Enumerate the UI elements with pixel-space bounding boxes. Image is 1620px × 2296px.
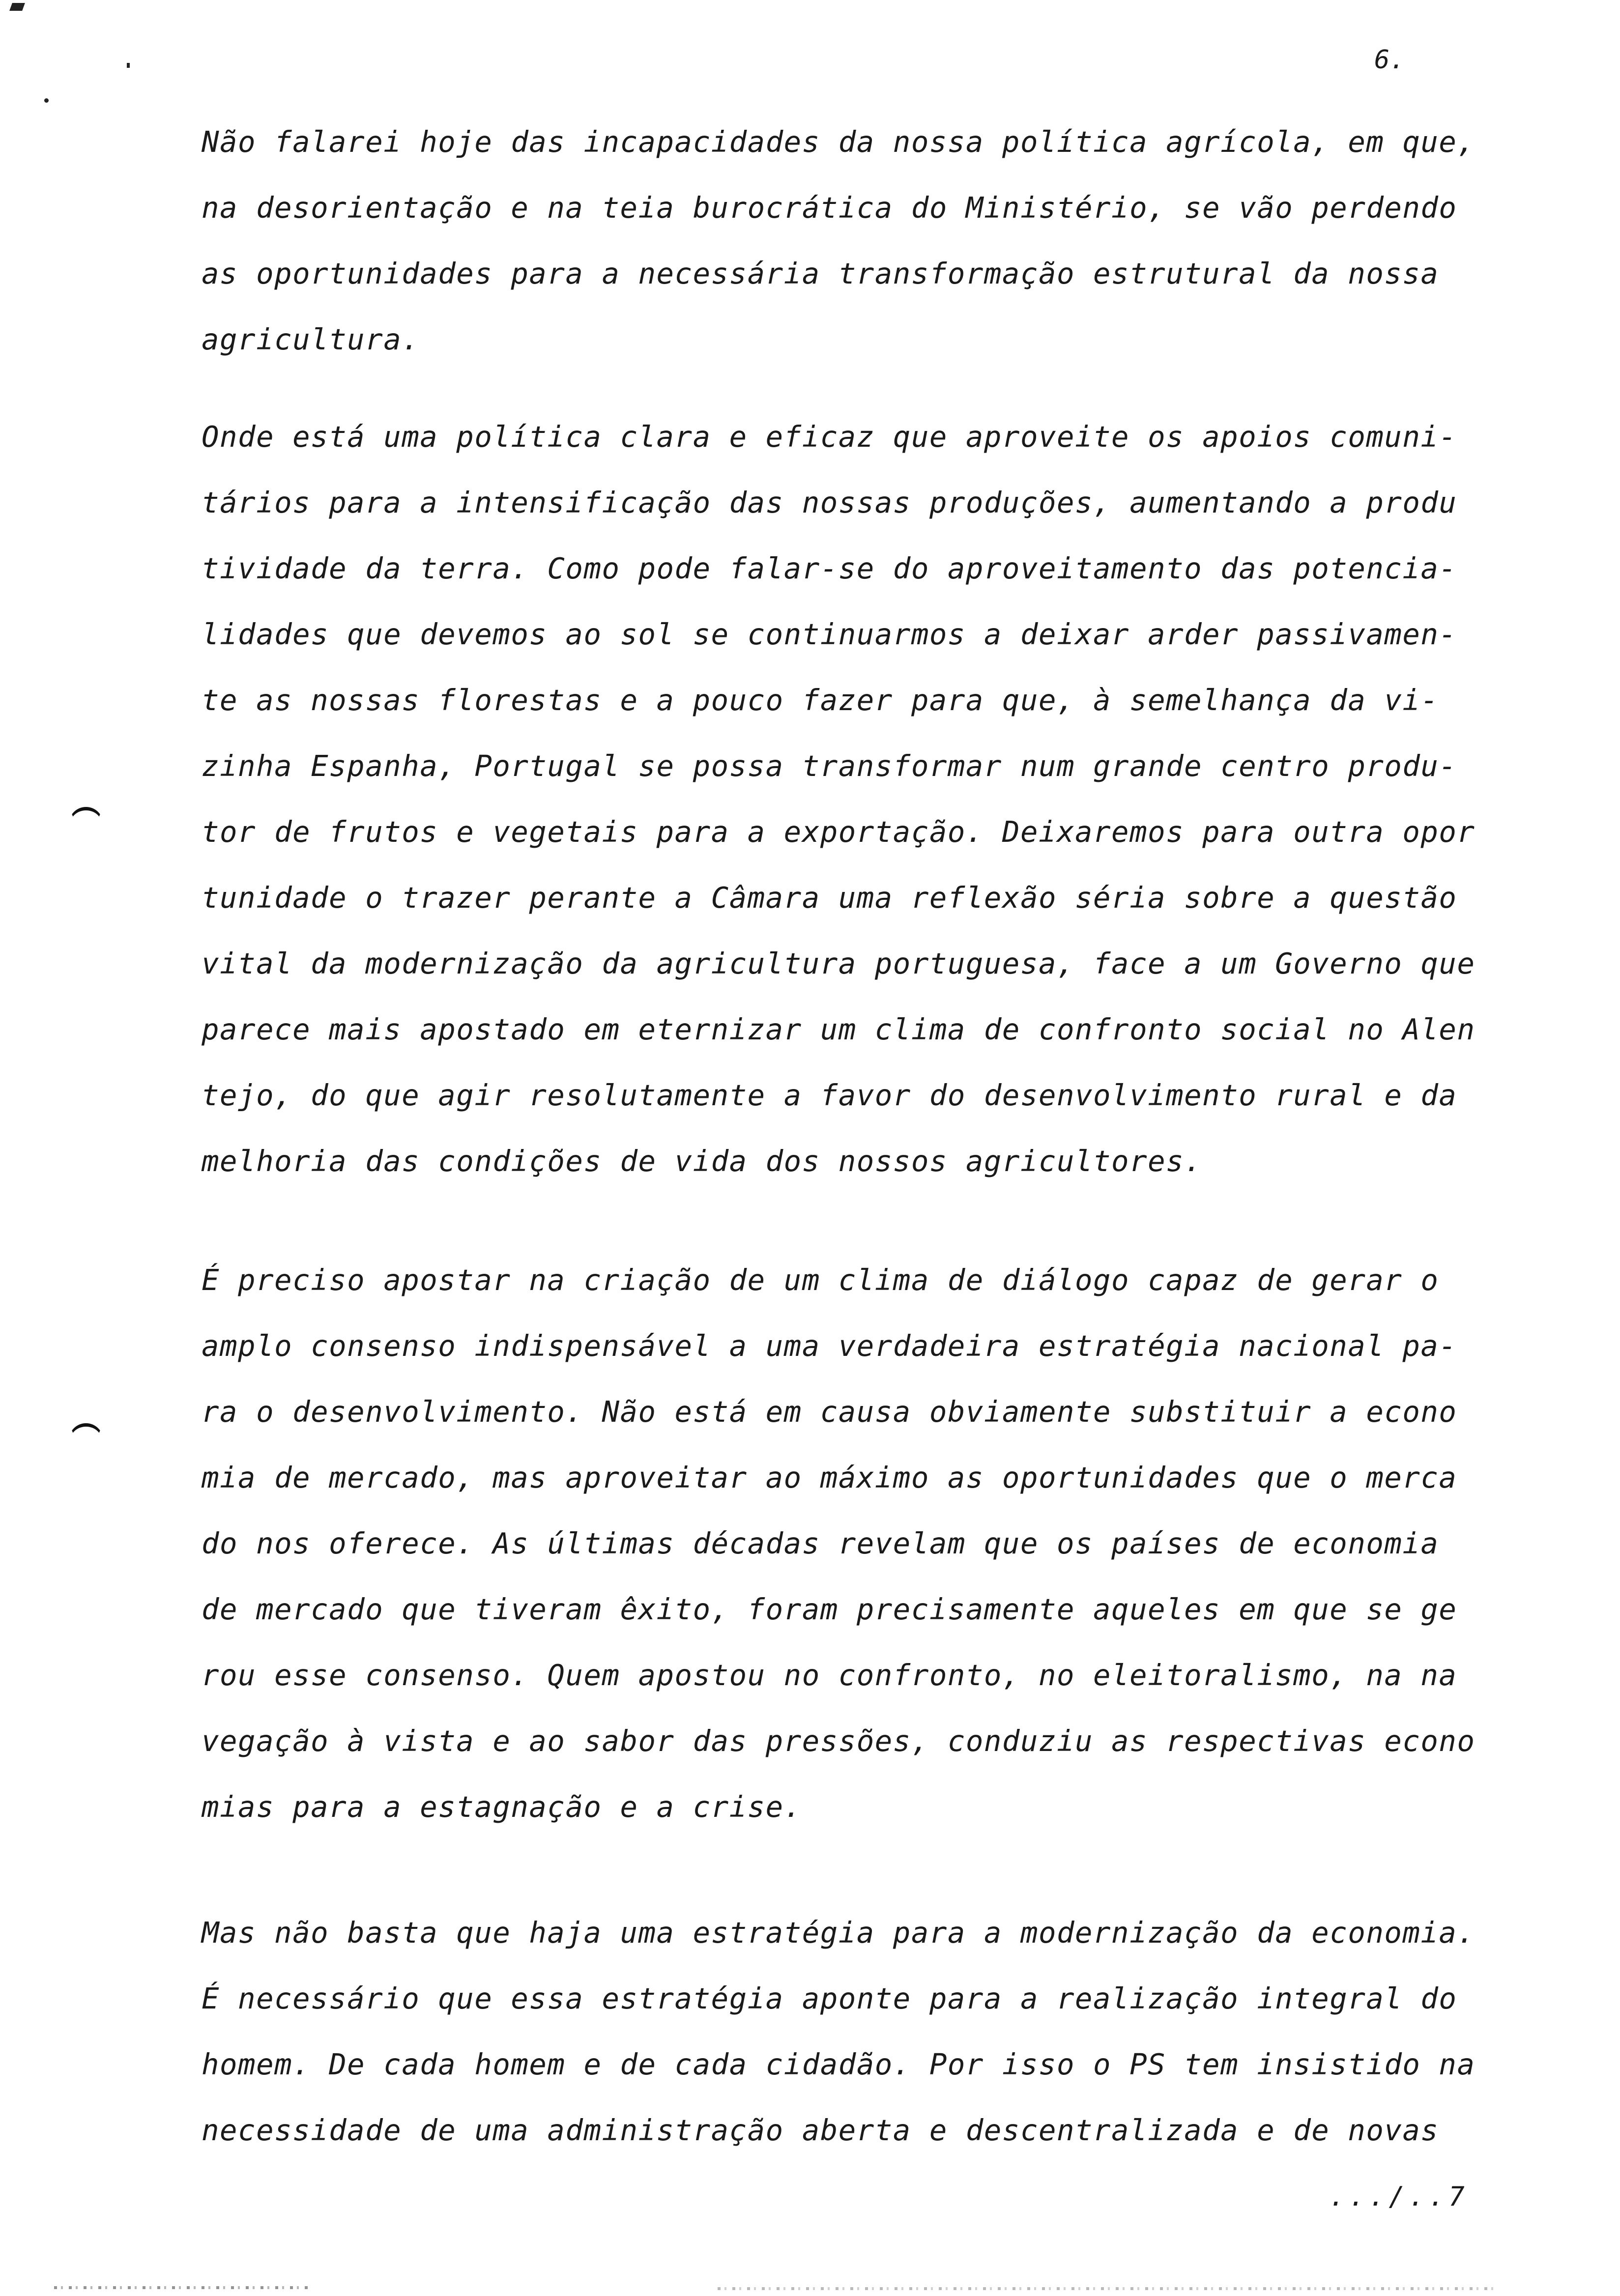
text-line: homem. De cada homem e de cada cidadão. Por isso o PS tem insistido na	[202, 2047, 1475, 2081]
text-line: parece mais apostado em eternizar um clima de confronto social no Alen	[202, 1012, 1475, 1046]
text-line: vegação à vista e ao sabor das pressões, conduziu as respectivas econo	[202, 1724, 1475, 1758]
paragraph-modernization-strategy	[202, 1900, 1588, 2163]
text-line: tejo, do que agir resolutamente a favor do desenvolvimento rural e da	[202, 1078, 1457, 1112]
text-line: vital da modernização da agricultura portuguesa, face a um Governo que	[202, 947, 1475, 980]
punch-hole-arc-lower	[69, 1423, 103, 1458]
text-line: tividade da terra. Como pode falar-se do aproveitamento das potencia-	[202, 551, 1457, 585]
continuation-marker: .../..7	[1329, 2181, 1469, 2212]
text-line: É necessário que essa estratégia aponte para a realização integral do	[202, 1981, 1457, 2015]
text-line: tunidade o trazer perante a Câmara uma reflexão séria sobre a questão	[202, 881, 1457, 915]
text-line: É preciso apostar na criação de um clima de diálogo capaz de gerar o	[202, 1263, 1439, 1297]
text-line: mia de mercado, mas aproveitar ao máximo as oportunidades que o merca	[202, 1461, 1457, 1494]
page-number: 6.	[1374, 45, 1405, 75]
scan-dot	[44, 98, 49, 103]
text-line: necessidade de uma administração aberta e descentralizada e de novas	[202, 2113, 1439, 2147]
text-line: Não falarei hoje das incapacidades da nossa política agrícola, em que,	[202, 125, 1475, 159]
scan-noise-bottom-right	[718, 2287, 1494, 2290]
text-line: amplo consenso indispensável a uma verdadeira estratégia nacional pa-	[202, 1329, 1457, 1363]
text-line: ra o desenvolvimento. Não está em causa obviamente substituir a econo	[202, 1395, 1457, 1429]
scan-noise-bottom-left	[54, 2286, 310, 2289]
text-line: do nos oferece. As últimas décadas revelam que os países de economia	[202, 1526, 1439, 1560]
paragraph-dialogue-consensus	[202, 1247, 1588, 1840]
paragraph-clear-policy	[202, 404, 1588, 1194]
text-line: na desorientação e na teia burocrática do Ministério, se vão perdendo	[202, 191, 1457, 225]
text-line: te as nossas florestas e a pouco fazer para que, à semelhança da vi-	[202, 683, 1439, 717]
scan-mark-top-left	[9, 3, 25, 11]
text-line: tor de frutos e vegetais para a exportação. Deixaremos para outra opor	[202, 815, 1475, 849]
text-line: as oportunidades para a necessária transformação estrutural da nossa	[202, 257, 1439, 290]
text-line: Onde está uma política clara e eficaz que aproveite os apoios comuni-	[202, 420, 1457, 454]
text-line: tários para a intensificação das nossas produções, aumentando a produ	[202, 486, 1457, 519]
text-line: melhoria das condições de vida dos nossos agricultores.	[202, 1144, 1203, 1178]
paragraph-agricultural-policy	[202, 109, 1588, 373]
text-line: Mas não basta que haja uma estratégia para a modernização da economia.	[202, 1916, 1475, 1950]
text-line: rou esse consenso. Quem apostou no confronto, no eleitoralismo, na na	[202, 1658, 1457, 1692]
text-line: mias para a estagnação e a crise.	[202, 1790, 802, 1824]
scan-dot	[127, 63, 130, 68]
text-line: zinha Espanha, Portugal se possa transformar num grande centro produ-	[202, 749, 1457, 783]
text-line: de mercado que tiveram êxito, foram precisamente aqueles em que se ge	[202, 1592, 1457, 1626]
text-line: lidades que devemos ao sol se continuarmos a deixar arder passivamen-	[202, 617, 1457, 651]
punch-hole-arc-upper	[69, 807, 103, 841]
text-line: agricultura.	[202, 322, 420, 356]
